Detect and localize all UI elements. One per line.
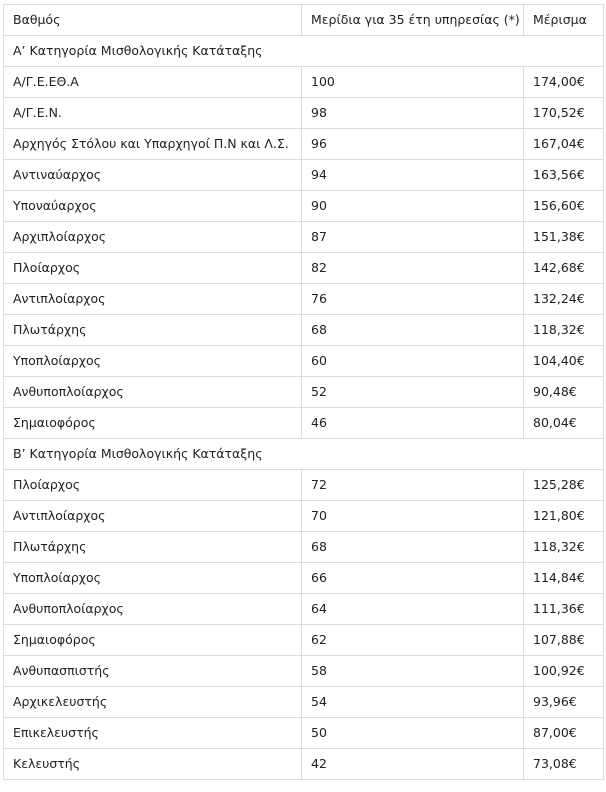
shares-cell: 52	[302, 377, 524, 408]
shares-cell: 94	[302, 160, 524, 191]
rank-cell: Σημαιοφόρος	[4, 625, 302, 656]
dividend-cell: 142,68€	[524, 253, 604, 284]
shares-cell: 68	[302, 315, 524, 346]
table-row	[4, 625, 604, 656]
rank-cell: Σημαιοφόρος	[4, 408, 302, 439]
table-row	[4, 749, 604, 780]
dividend-cell: 80,04€	[524, 408, 604, 439]
table-row	[4, 718, 604, 749]
section-title: Α’ Κατηγορία Μισθολογικής Κατάταξης	[4, 36, 604, 67]
table-row	[4, 98, 604, 129]
dividend-cell: 107,88€	[524, 625, 604, 656]
dividend-cell: 132,24€	[524, 284, 604, 315]
table-row	[4, 470, 604, 501]
table-body	[4, 5, 604, 780]
shares-cell: 90	[302, 191, 524, 222]
shares-cell: 42	[302, 749, 524, 780]
shares-cell: 70	[302, 501, 524, 532]
table-row	[4, 377, 604, 408]
dividend-cell: 93,96€	[524, 687, 604, 718]
rank-cell: Πλωτάρχης	[4, 532, 302, 563]
rank-cell: Αρχικελευστής	[4, 687, 302, 718]
shares-cell: 46	[302, 408, 524, 439]
rank-cell: Αρχηγός Στόλου και Υπαρχηγοί Π.Ν και Λ.Σ.	[4, 129, 302, 160]
rank-cell: Αντιπλοίαρχος	[4, 284, 302, 315]
table-row	[4, 253, 604, 284]
dividend-cell: 170,52€	[524, 98, 604, 129]
section-title: Β’ Κατηγορία Μισθολογικής Κατάταξης	[4, 439, 604, 470]
shares-cell: 98	[302, 98, 524, 129]
shares-cell: 76	[302, 284, 524, 315]
dividend-cell: 87,00€	[524, 718, 604, 749]
table-row	[4, 594, 604, 625]
shares-cell: 50	[302, 718, 524, 749]
section-header-row	[4, 36, 604, 67]
rank-cell: Υποπλοίαρχος	[4, 346, 302, 377]
shares-cell: 64	[302, 594, 524, 625]
shares-cell: 60	[302, 346, 524, 377]
shares-cell: 62	[302, 625, 524, 656]
shares-cell: 72	[302, 470, 524, 501]
table-row	[4, 160, 604, 191]
rank-cell: Επικελευστής	[4, 718, 302, 749]
grade-dividend-table	[3, 4, 604, 780]
shares-cell: 82	[302, 253, 524, 284]
rank-cell: Κελευστής	[4, 749, 302, 780]
dividend-cell: 121,80€	[524, 501, 604, 532]
rank-cell: Ανθυπασπιστής	[4, 656, 302, 687]
table-row	[4, 129, 604, 160]
table-row	[4, 222, 604, 253]
dividend-cell: 100,92€	[524, 656, 604, 687]
table-row	[4, 532, 604, 563]
header-shares: Μερίδια για 35 έτη υπηρεσίας (*)	[302, 5, 524, 36]
dividend-cell: 156,60€	[524, 191, 604, 222]
rank-cell: Ανθυποπλοίαρχος	[4, 594, 302, 625]
table-row	[4, 67, 604, 98]
dividend-cell: 118,32€	[524, 315, 604, 346]
table-header-row	[4, 5, 604, 36]
header-dividend: Μέρισμα	[524, 5, 604, 36]
shares-cell: 66	[302, 563, 524, 594]
shares-cell: 58	[302, 656, 524, 687]
section-header-row	[4, 439, 604, 470]
dividend-cell: 111,36€	[524, 594, 604, 625]
rank-cell: Α/Γ.Ε.Ν.	[4, 98, 302, 129]
shares-cell: 100	[302, 67, 524, 98]
rank-cell: Πλωτάρχης	[4, 315, 302, 346]
table-row	[4, 284, 604, 315]
dividend-cell: 151,38€	[524, 222, 604, 253]
rank-cell: Αρχιπλοίαρχος	[4, 222, 302, 253]
dividend-cell: 174,00€	[524, 67, 604, 98]
rank-cell: Ανθυποπλοίαρχος	[4, 377, 302, 408]
shares-cell: 54	[302, 687, 524, 718]
rank-cell: Αντιναύαρχος	[4, 160, 302, 191]
shares-cell: 68	[302, 532, 524, 563]
rank-cell: Πλοίαρχος	[4, 470, 302, 501]
shares-cell: 96	[302, 129, 524, 160]
table-row	[4, 408, 604, 439]
table-row	[4, 687, 604, 718]
dividend-cell: 125,28€	[524, 470, 604, 501]
table-row	[4, 501, 604, 532]
dividend-cell: 104,40€	[524, 346, 604, 377]
header-rank: Βαθμός	[4, 5, 302, 36]
table-row	[4, 191, 604, 222]
shares-cell: 87	[302, 222, 524, 253]
dividend-cell: 73,08€	[524, 749, 604, 780]
rank-cell: Πλοίαρχος	[4, 253, 302, 284]
rank-cell: Αντιπλοίαρχος	[4, 501, 302, 532]
dividend-cell: 114,84€	[524, 563, 604, 594]
dividend-cell: 163,56€	[524, 160, 604, 191]
table-row	[4, 346, 604, 377]
table-row	[4, 656, 604, 687]
dividend-cell: 167,04€	[524, 129, 604, 160]
dividend-cell: 118,32€	[524, 532, 604, 563]
rank-cell: Α/Γ.Ε.ΕΘ.Α	[4, 67, 302, 98]
rank-cell: Υποπλοίαρχος	[4, 563, 302, 594]
rank-cell: Υποναύαρχος	[4, 191, 302, 222]
table-row	[4, 315, 604, 346]
table-row	[4, 563, 604, 594]
dividend-cell: 90,48€	[524, 377, 604, 408]
